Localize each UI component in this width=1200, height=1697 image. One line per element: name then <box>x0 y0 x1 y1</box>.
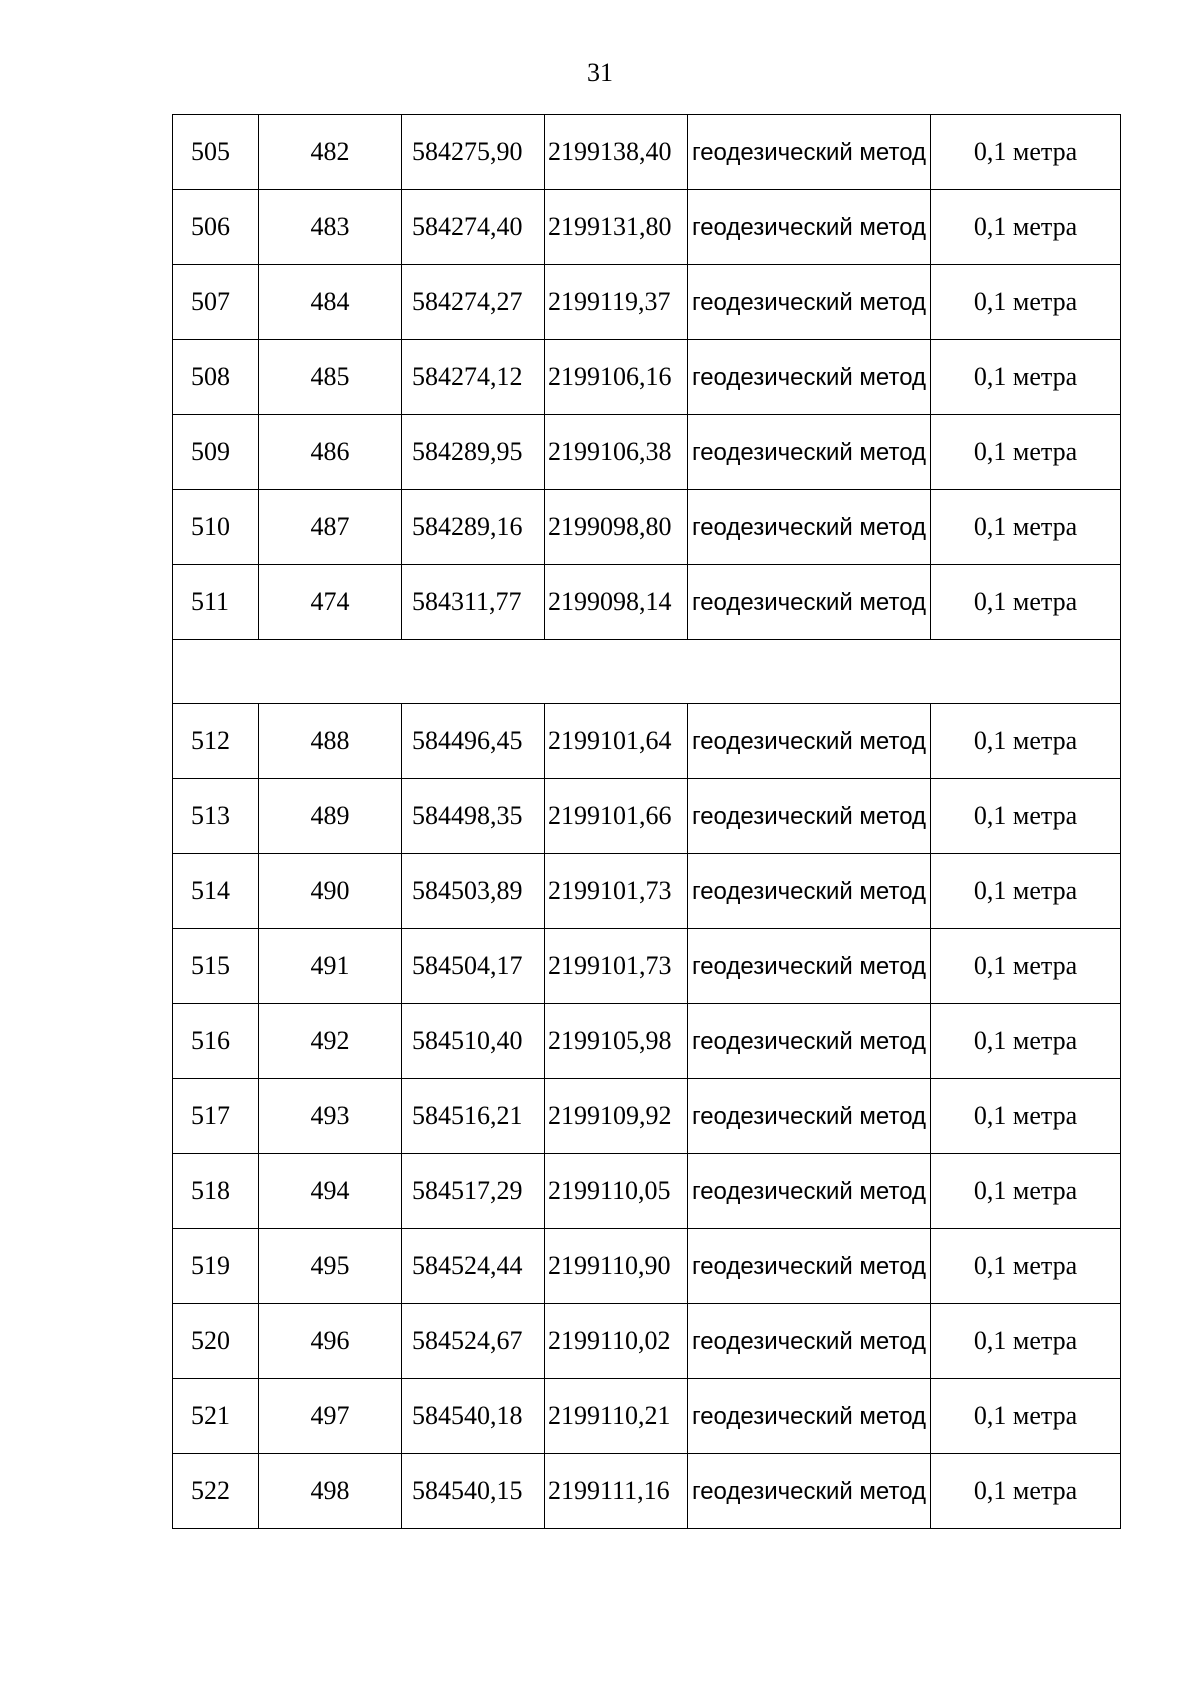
point-number-cell: 515 <box>173 929 259 1004</box>
accuracy-cell: 0,1 метра <box>931 854 1121 929</box>
y-coordinate-cell: 2199098,14 <box>545 565 688 640</box>
point-number-cell: 505 <box>173 115 259 190</box>
table-row <box>173 704 1121 779</box>
y-coordinate-cell: 2199110,05 <box>545 1154 688 1229</box>
y-coordinate-cell: 2199101,73 <box>545 929 688 1004</box>
point-number-cell: 521 <box>173 1379 259 1454</box>
y-coordinate-cell: 2199101,66 <box>545 779 688 854</box>
method-cell: геодезический метод <box>688 704 931 779</box>
y-coordinate-cell: 2199131,80 <box>545 190 688 265</box>
separator-cell <box>173 640 1121 704</box>
y-coordinate-cell: 2199109,92 <box>545 1079 688 1154</box>
vertex-number-cell: 491 <box>259 929 402 1004</box>
point-number-cell: 509 <box>173 415 259 490</box>
point-number-cell: 512 <box>173 704 259 779</box>
coordinates-table-body <box>173 115 1121 1529</box>
x-coordinate-cell: 584496,45 <box>402 704 545 779</box>
y-coordinate-cell: 2199105,98 <box>545 1004 688 1079</box>
point-number-cell: 519 <box>173 1229 259 1304</box>
vertex-number-cell: 483 <box>259 190 402 265</box>
accuracy-cell: 0,1 метра <box>931 1079 1121 1154</box>
method-cell: геодезический метод <box>688 929 931 1004</box>
x-coordinate-cell: 584524,67 <box>402 1304 545 1379</box>
method-cell: геодезический метод <box>688 265 931 340</box>
vertex-number-cell: 493 <box>259 1079 402 1154</box>
vertex-number-cell: 496 <box>259 1304 402 1379</box>
vertex-number-cell: 497 <box>259 1379 402 1454</box>
point-number-cell: 516 <box>173 1004 259 1079</box>
accuracy-cell: 0,1 метра <box>931 340 1121 415</box>
accuracy-cell: 0,1 метра <box>931 415 1121 490</box>
method-cell: геодезический метод <box>688 779 931 854</box>
y-coordinate-cell: 2199106,38 <box>545 415 688 490</box>
accuracy-cell: 0,1 метра <box>931 190 1121 265</box>
method-cell: геодезический метод <box>688 1229 931 1304</box>
table-row <box>173 929 1121 1004</box>
coordinates-table <box>172 114 1121 1529</box>
x-coordinate-cell: 584275,90 <box>402 115 545 190</box>
page-number: 31 <box>587 58 613 87</box>
point-number-cell: 511 <box>173 565 259 640</box>
x-coordinate-cell: 584289,95 <box>402 415 545 490</box>
vertex-number-cell: 494 <box>259 1154 402 1229</box>
vertex-number-cell: 487 <box>259 490 402 565</box>
accuracy-cell: 0,1 метра <box>931 1379 1121 1454</box>
x-coordinate-cell: 584274,27 <box>402 265 545 340</box>
table-row <box>173 490 1121 565</box>
table-row <box>173 1229 1121 1304</box>
table-row <box>173 190 1121 265</box>
x-coordinate-cell: 584311,77 <box>402 565 545 640</box>
point-number-cell: 508 <box>173 340 259 415</box>
point-number-cell: 506 <box>173 190 259 265</box>
method-cell: геодезический метод <box>688 854 931 929</box>
vertex-number-cell: 498 <box>259 1454 402 1529</box>
y-coordinate-cell: 2199110,90 <box>545 1229 688 1304</box>
vertex-number-cell: 484 <box>259 265 402 340</box>
accuracy-cell: 0,1 метра <box>931 929 1121 1004</box>
y-coordinate-cell: 2199138,40 <box>545 115 688 190</box>
table-row <box>173 1154 1121 1229</box>
accuracy-cell: 0,1 метра <box>931 1454 1121 1529</box>
x-coordinate-cell: 584510,40 <box>402 1004 545 1079</box>
vertex-number-cell: 482 <box>259 115 402 190</box>
point-number-cell: 507 <box>173 265 259 340</box>
accuracy-cell: 0,1 метра <box>931 565 1121 640</box>
y-coordinate-cell: 2199110,21 <box>545 1379 688 1454</box>
point-number-cell: 517 <box>173 1079 259 1154</box>
table-separator-row <box>173 640 1121 704</box>
x-coordinate-cell: 584289,16 <box>402 490 545 565</box>
accuracy-cell: 0,1 метра <box>931 1229 1121 1304</box>
table-row <box>173 1454 1121 1529</box>
vertex-number-cell: 488 <box>259 704 402 779</box>
x-coordinate-cell: 584540,15 <box>402 1454 545 1529</box>
table-row <box>173 1304 1121 1379</box>
accuracy-cell: 0,1 метра <box>931 490 1121 565</box>
x-coordinate-cell: 584274,40 <box>402 190 545 265</box>
vertex-number-cell: 486 <box>259 415 402 490</box>
accuracy-cell: 0,1 метра <box>931 1154 1121 1229</box>
y-coordinate-cell: 2199101,64 <box>545 704 688 779</box>
table-row <box>173 1079 1121 1154</box>
vertex-number-cell: 495 <box>259 1229 402 1304</box>
vertex-number-cell: 490 <box>259 854 402 929</box>
table-row <box>173 265 1121 340</box>
vertex-number-cell: 492 <box>259 1004 402 1079</box>
method-cell: геодезический метод <box>688 490 931 565</box>
vertex-number-cell: 489 <box>259 779 402 854</box>
point-number-cell: 522 <box>173 1454 259 1529</box>
table-row <box>173 1004 1121 1079</box>
vertex-number-cell: 485 <box>259 340 402 415</box>
table-row <box>173 415 1121 490</box>
x-coordinate-cell: 584498,35 <box>402 779 545 854</box>
method-cell: геодезический метод <box>688 340 931 415</box>
method-cell: геодезический метод <box>688 1454 931 1529</box>
table-row <box>173 115 1121 190</box>
y-coordinate-cell: 2199106,16 <box>545 340 688 415</box>
point-number-cell: 510 <box>173 490 259 565</box>
table-row <box>173 565 1121 640</box>
y-coordinate-cell: 2199098,80 <box>545 490 688 565</box>
method-cell: геодезический метод <box>688 565 931 640</box>
method-cell: геодезический метод <box>688 190 931 265</box>
point-number-cell: 518 <box>173 1154 259 1229</box>
x-coordinate-cell: 584524,44 <box>402 1229 545 1304</box>
y-coordinate-cell: 2199111,16 <box>545 1454 688 1529</box>
method-cell: геодезический метод <box>688 1154 931 1229</box>
x-coordinate-cell: 584516,21 <box>402 1079 545 1154</box>
accuracy-cell: 0,1 метра <box>931 265 1121 340</box>
table-row <box>173 340 1121 415</box>
table-row <box>173 1379 1121 1454</box>
method-cell: геодезический метод <box>688 1004 931 1079</box>
x-coordinate-cell: 584540,18 <box>402 1379 545 1454</box>
accuracy-cell: 0,1 метра <box>931 1004 1121 1079</box>
table-row <box>173 779 1121 854</box>
x-coordinate-cell: 584504,17 <box>402 929 545 1004</box>
method-cell: геодезический метод <box>688 115 931 190</box>
accuracy-cell: 0,1 метра <box>931 115 1121 190</box>
x-coordinate-cell: 584503,89 <box>402 854 545 929</box>
point-number-cell: 514 <box>173 854 259 929</box>
method-cell: геодезический метод <box>688 1379 931 1454</box>
x-coordinate-cell: 584274,12 <box>402 340 545 415</box>
method-cell: геодезический метод <box>688 1304 931 1379</box>
accuracy-cell: 0,1 метра <box>931 779 1121 854</box>
vertex-number-cell: 474 <box>259 565 402 640</box>
y-coordinate-cell: 2199110,02 <box>545 1304 688 1379</box>
point-number-cell: 513 <box>173 779 259 854</box>
point-number-cell: 520 <box>173 1304 259 1379</box>
x-coordinate-cell: 584517,29 <box>402 1154 545 1229</box>
accuracy-cell: 0,1 метра <box>931 1304 1121 1379</box>
table-row <box>173 854 1121 929</box>
accuracy-cell: 0,1 метра <box>931 704 1121 779</box>
method-cell: геодезический метод <box>688 415 931 490</box>
method-cell: геодезический метод <box>688 1079 931 1154</box>
y-coordinate-cell: 2199119,37 <box>545 265 688 340</box>
y-coordinate-cell: 2199101,73 <box>545 854 688 929</box>
